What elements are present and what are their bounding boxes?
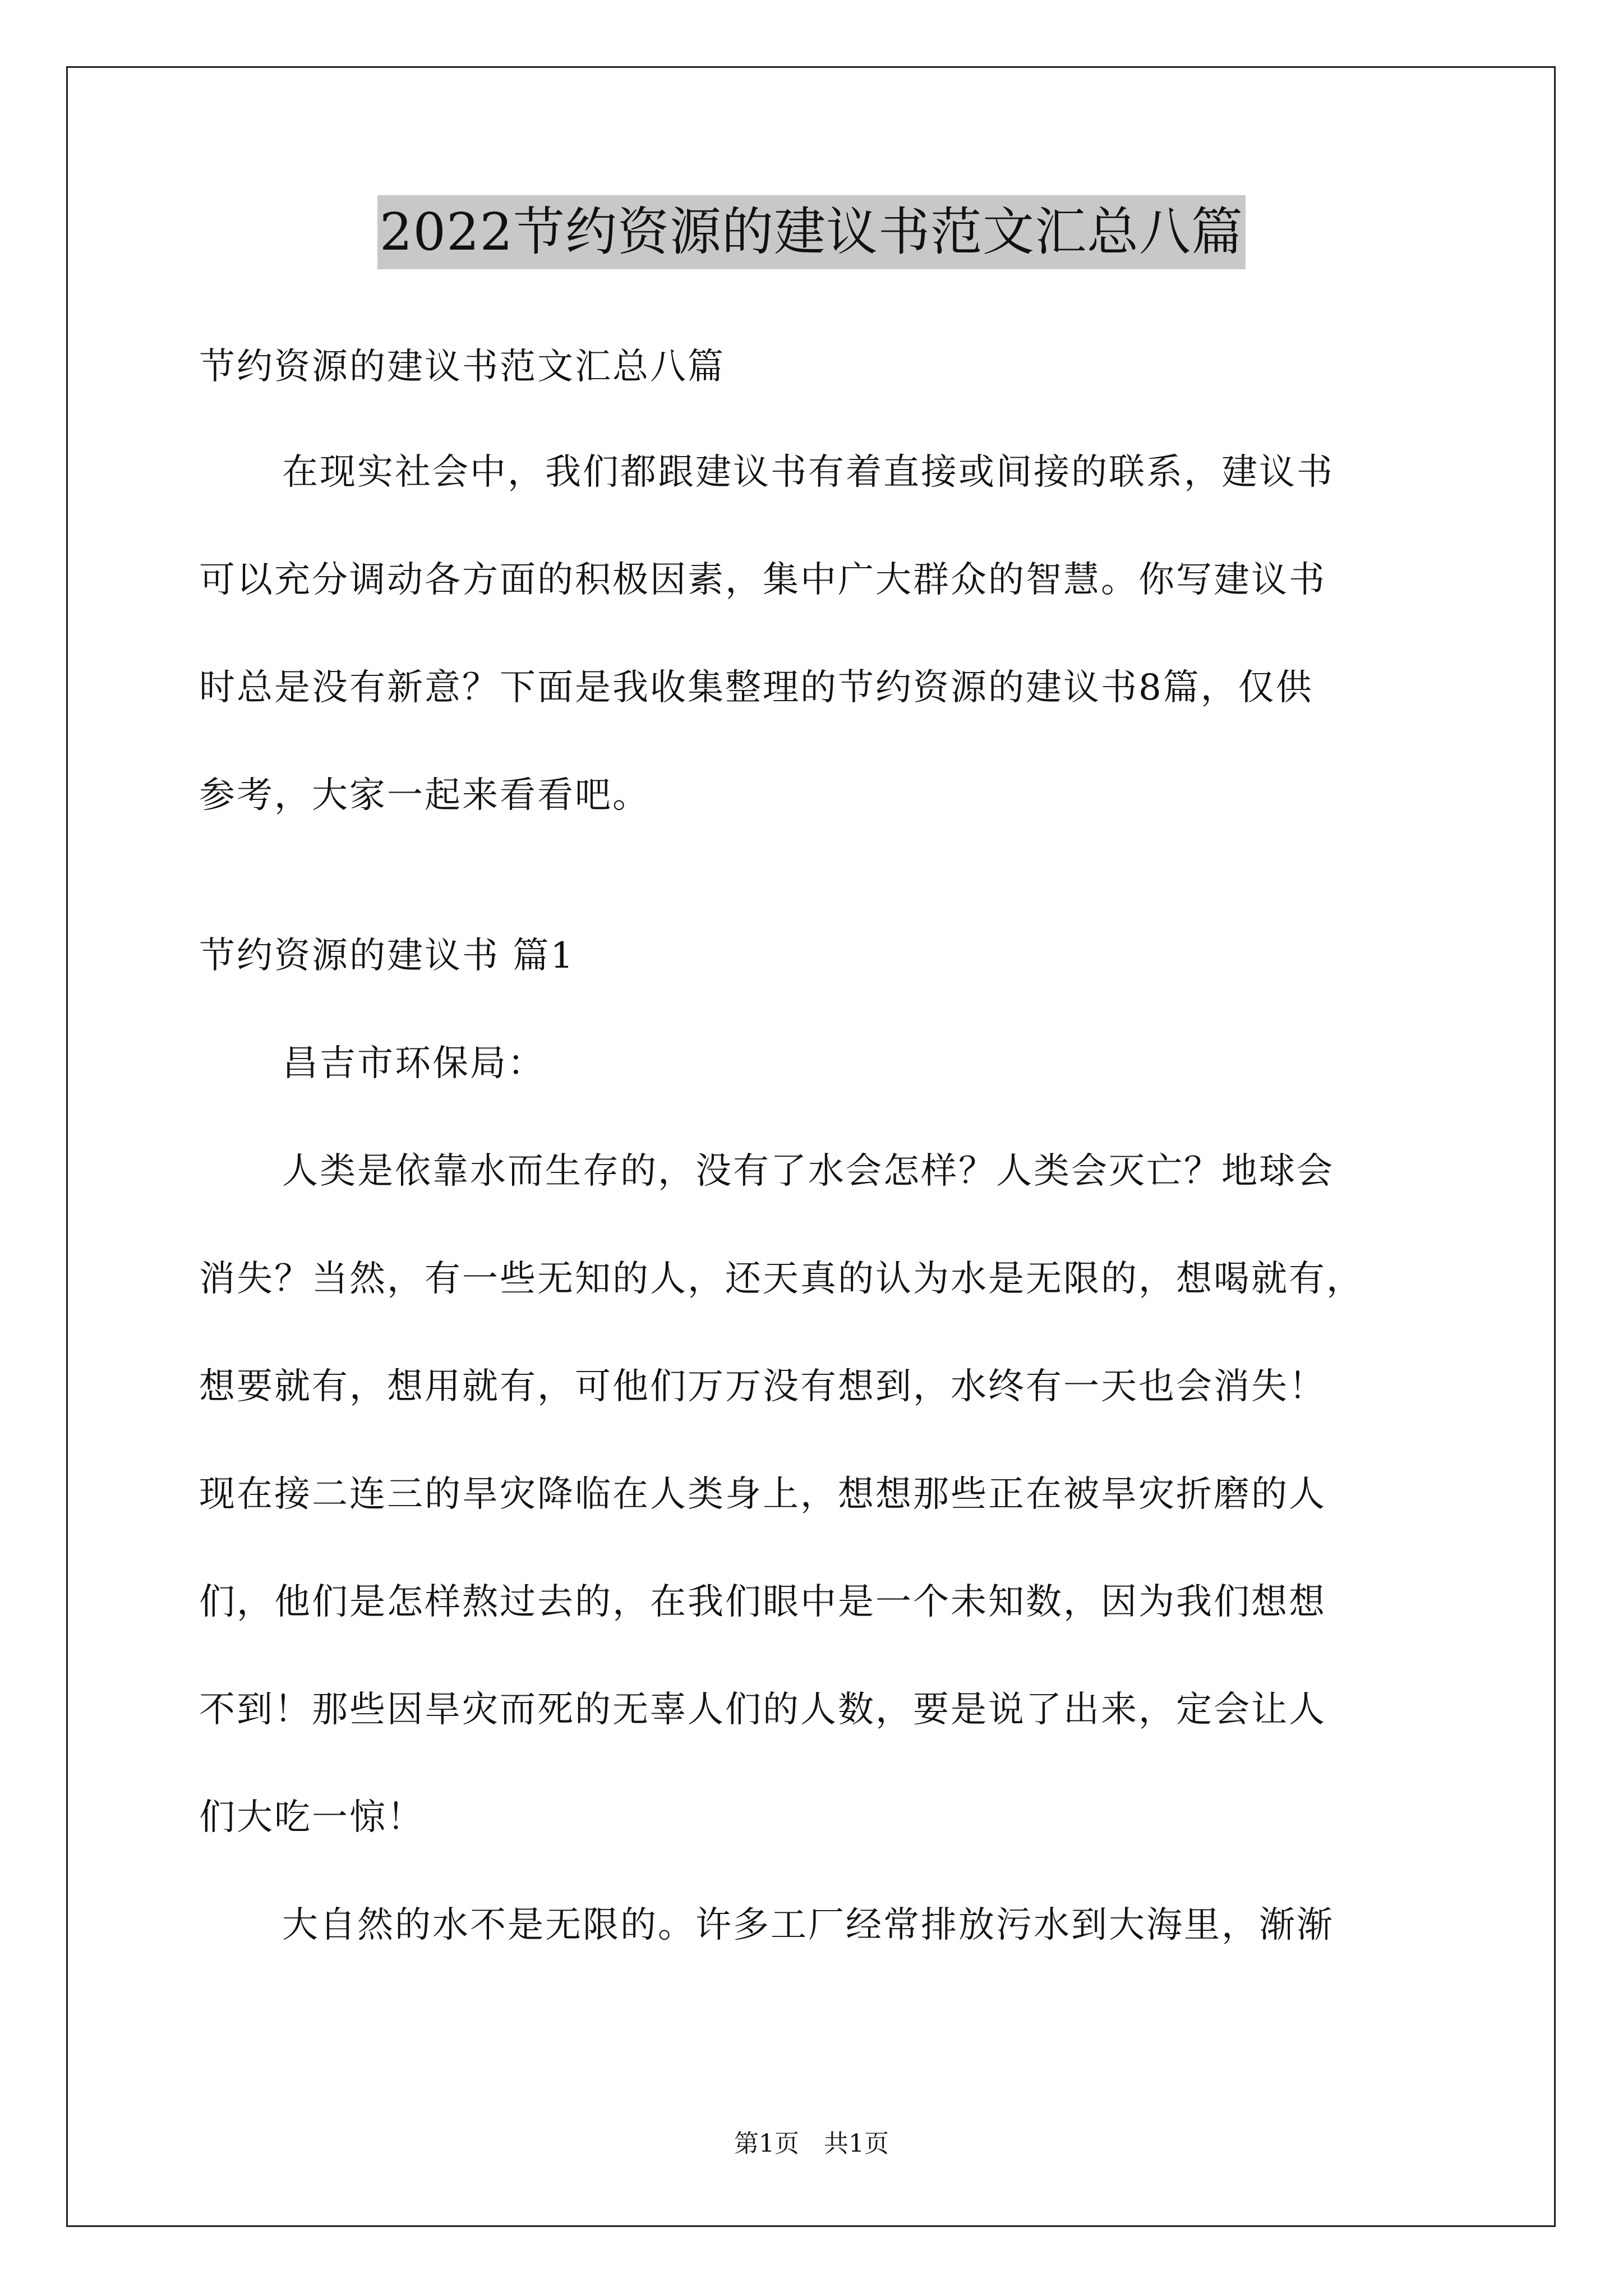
paragraph-line: 人类是依靠水而生存的，没有了水会怎样？人类会灭亡？地球会 <box>282 1151 1334 1192</box>
paragraph-line: 不到！那些因旱灾而死的无辜人们的人数，要是说了出来，定会让人 <box>199 1689 1326 1731</box>
document-title: 2022节约资源的建议书范文汇总八篇 <box>377 195 1246 269</box>
paragraph-line: 现在接二连三的旱灾降临在人类身上，想想那些正在被旱灾折磨的人 <box>199 1474 1326 1515</box>
intro-paragraph <box>199 445 1455 822</box>
paragraph-line: 消失？当然，有一些无知的人，还天真的认为水是无限的，想喝就有， <box>199 1258 1364 1300</box>
paragraph-line: 想要就有，想用就有，可他们万万没有想到，水终有一天也会消失！ <box>199 1366 1326 1407</box>
intro-line: 参考，大家一起来看看吧。 <box>199 775 650 816</box>
document-body <box>199 340 1455 1952</box>
body-paragraph-1 <box>199 1144 1455 1844</box>
title-area <box>0 195 1623 269</box>
document-subtitle: 节约资源的建议书范文汇总八篇 <box>199 346 725 388</box>
section-heading: 节约资源的建议书 篇1 <box>199 935 575 977</box>
intro-line: 可以充分调动各方面的积极因素，集中广大群众的智慧。你写建议书 <box>199 559 1326 601</box>
intro-line: 时总是没有新意？下面是我收集整理的节约资源的建议书8篇，仅供 <box>199 667 1313 708</box>
page-footer: 第1页 共1页 <box>734 2129 889 2158</box>
intro-line: 在现实社会中，我们都跟建议书有着直接或间接的联系，建议书 <box>282 452 1334 493</box>
body-paragraph-2 <box>199 1898 1455 1952</box>
salutation: 昌吉市环保局： <box>282 1043 545 1084</box>
paragraph-line: 们大吃一惊！ <box>199 1797 425 1838</box>
paragraph-line: 大自然的水不是无限的。许多工厂经常排放污水到大海里，渐渐 <box>282 1904 1334 1946</box>
paragraph-line: 们，他们是怎样熬过去的，在我们眼中是一个未知数，因为我们想想 <box>199 1581 1326 1623</box>
